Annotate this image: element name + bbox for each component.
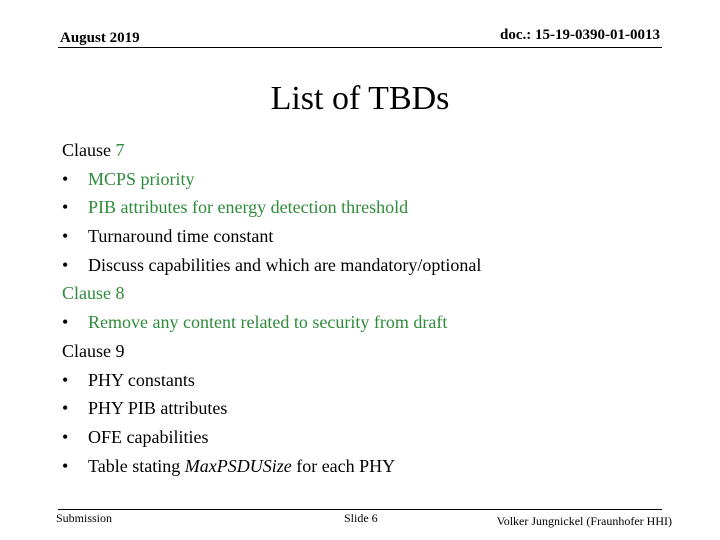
header-doc-id: doc.: 15-19-0390-01-0013: [500, 27, 660, 43]
bullet-icon: •: [62, 226, 69, 247]
header-rule: [58, 47, 662, 48]
footer-rule: [58, 509, 662, 510]
clause-9-item: • PHY constants: [62, 366, 682, 395]
footer-slide-number: Slide 6: [344, 511, 378, 525]
slide-body: [62, 136, 682, 480]
bullet-icon: •: [62, 197, 69, 218]
clause-7-word: Clause: [62, 140, 111, 160]
clause-9-item: • Table stating MaxPSDUSize for each PHY: [62, 452, 682, 481]
footer-author: Volker Jungnickel (Fraunhofer HHI): [496, 514, 672, 528]
clause-7-item: • PIB attributes for energy detection threshold: [62, 193, 682, 222]
clause-9-item: • OFE capabilities: [62, 423, 682, 452]
bullet-icon: •: [62, 426, 69, 447]
clause-7-item: • Discuss capabilities and which are mandatory/optional: [62, 251, 682, 280]
slide-title: List of TBDs: [270, 80, 450, 117]
maxpsdusize-term: MaxPSDUSize: [184, 455, 292, 476]
bullet-icon: •: [62, 398, 69, 419]
clause-8-heading: Clause 8: [62, 283, 125, 304]
bullet-icon: •: [62, 369, 69, 390]
clause-7-item: • MCPS priority: [62, 165, 682, 194]
bullet-icon: •: [62, 312, 69, 333]
clause-9-item: • PHY PIB attributes: [62, 394, 682, 423]
clause-7-item: • Turnaround time constant: [62, 222, 682, 251]
footer-submission: Submission: [56, 511, 113, 525]
clause-7-heading: [62, 136, 682, 165]
bullet-icon: •: [62, 254, 69, 275]
clause-9-heading: Clause 9: [62, 340, 125, 361]
bullet-icon: •: [62, 168, 69, 189]
clause-8-item: • Remove any content related to security from draft: [62, 308, 682, 337]
bullet-icon: •: [62, 455, 69, 476]
header-date: August 2019: [60, 30, 140, 46]
clause-7-number: 7: [115, 140, 125, 160]
